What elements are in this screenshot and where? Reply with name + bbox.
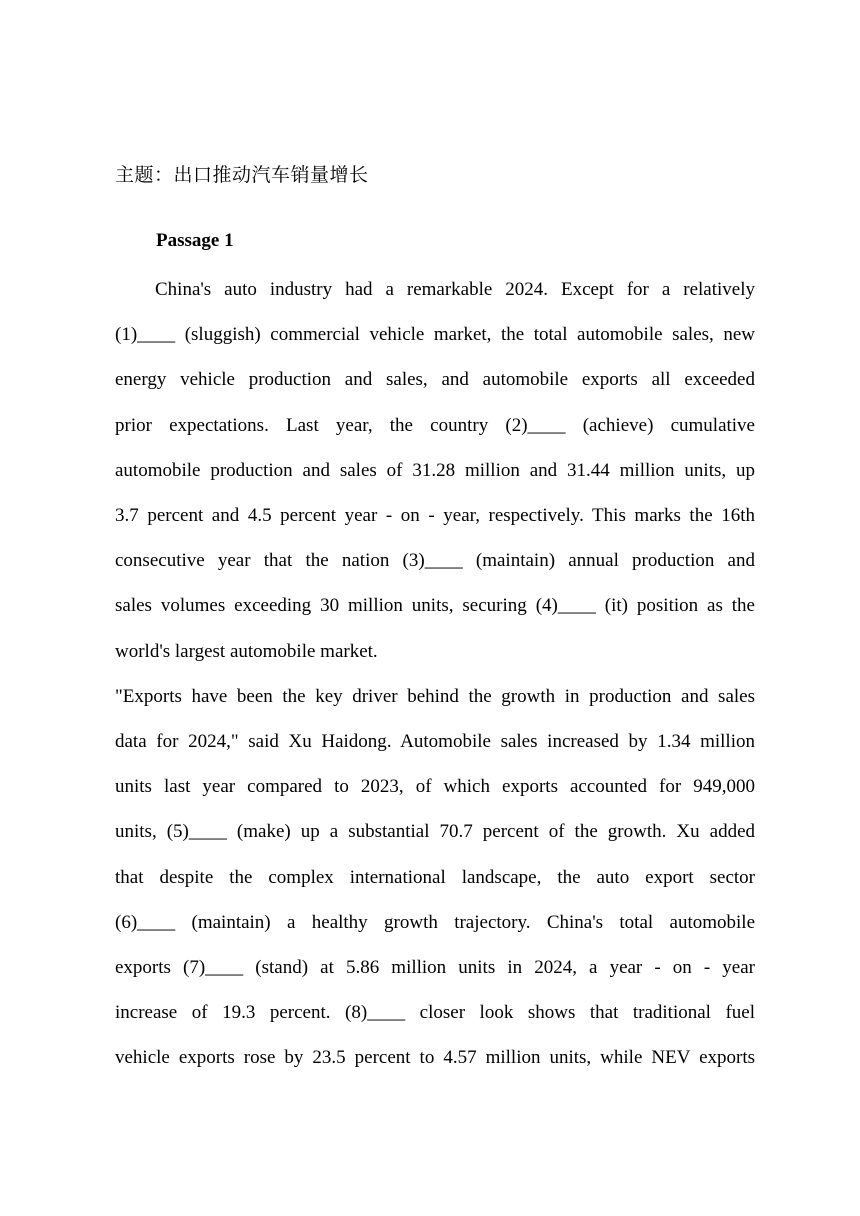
passage-line: (1)____ (sluggish) commercial vehicle market, the total automobile sales, new [115,324,755,346]
passage-line: units last year compared to 2023, of which exports accounted for 949,000 [115,776,755,798]
passage-line: world's largest automobile market. [115,640,378,662]
passage-line: China's auto industry had a remarkable 2024. Except for a relatively [155,279,755,300]
passage-line: exports (7)____ (stand) at 5.86 million units in 2024, a year - on - year [115,957,755,978]
passage-line: vehicle exports rose by 23.5 percent to 4.57 million units, while NEV exports [115,1047,755,1069]
passage-title: Passage 1 [156,230,234,251]
passage-line: consecutive year that the nation (3)____ (maintain) annual production and [115,550,755,572]
passage-line: increase of 19.3 percent. (8)____ closer look shows that traditional fuel [115,1002,755,1024]
passage-line: automobile production and sales of 31.28 million and 31.44 million units, up [115,459,755,481]
passage-line: units, (5)____ (make) up a substantial 70.7 percent of the growth. Xu added [115,821,755,843]
passage-line: "Exports have been the key driver behind the growth in production and sales [115,685,755,707]
passage-line: that despite the complex international landscape, the auto export sector [115,866,755,888]
passage-line: data for 2024," said Xu Haidong. Automobile sales increased by 1.34 million [115,731,755,752]
document-page [115,0,755,1216]
passage-line: 3.7 percent and 4.5 percent year - on - year, respectively. This marks the 16th [115,505,755,526]
passage-line: prior expectations. Last year, the country (2)____ (achieve) cumulative [115,414,755,436]
passage-line: sales volumes exceeding 30 million units, securing (4)____ (it) position as the [115,595,755,617]
passage-line: (6)____ (maintain) a healthy growth trajectory. China's total automobile [115,911,755,933]
passage-line: energy vehicle production and sales, and automobile exports all exceeded [115,369,755,391]
topic-heading: 主题：出口推动汽车销量增长 [115,164,369,186]
